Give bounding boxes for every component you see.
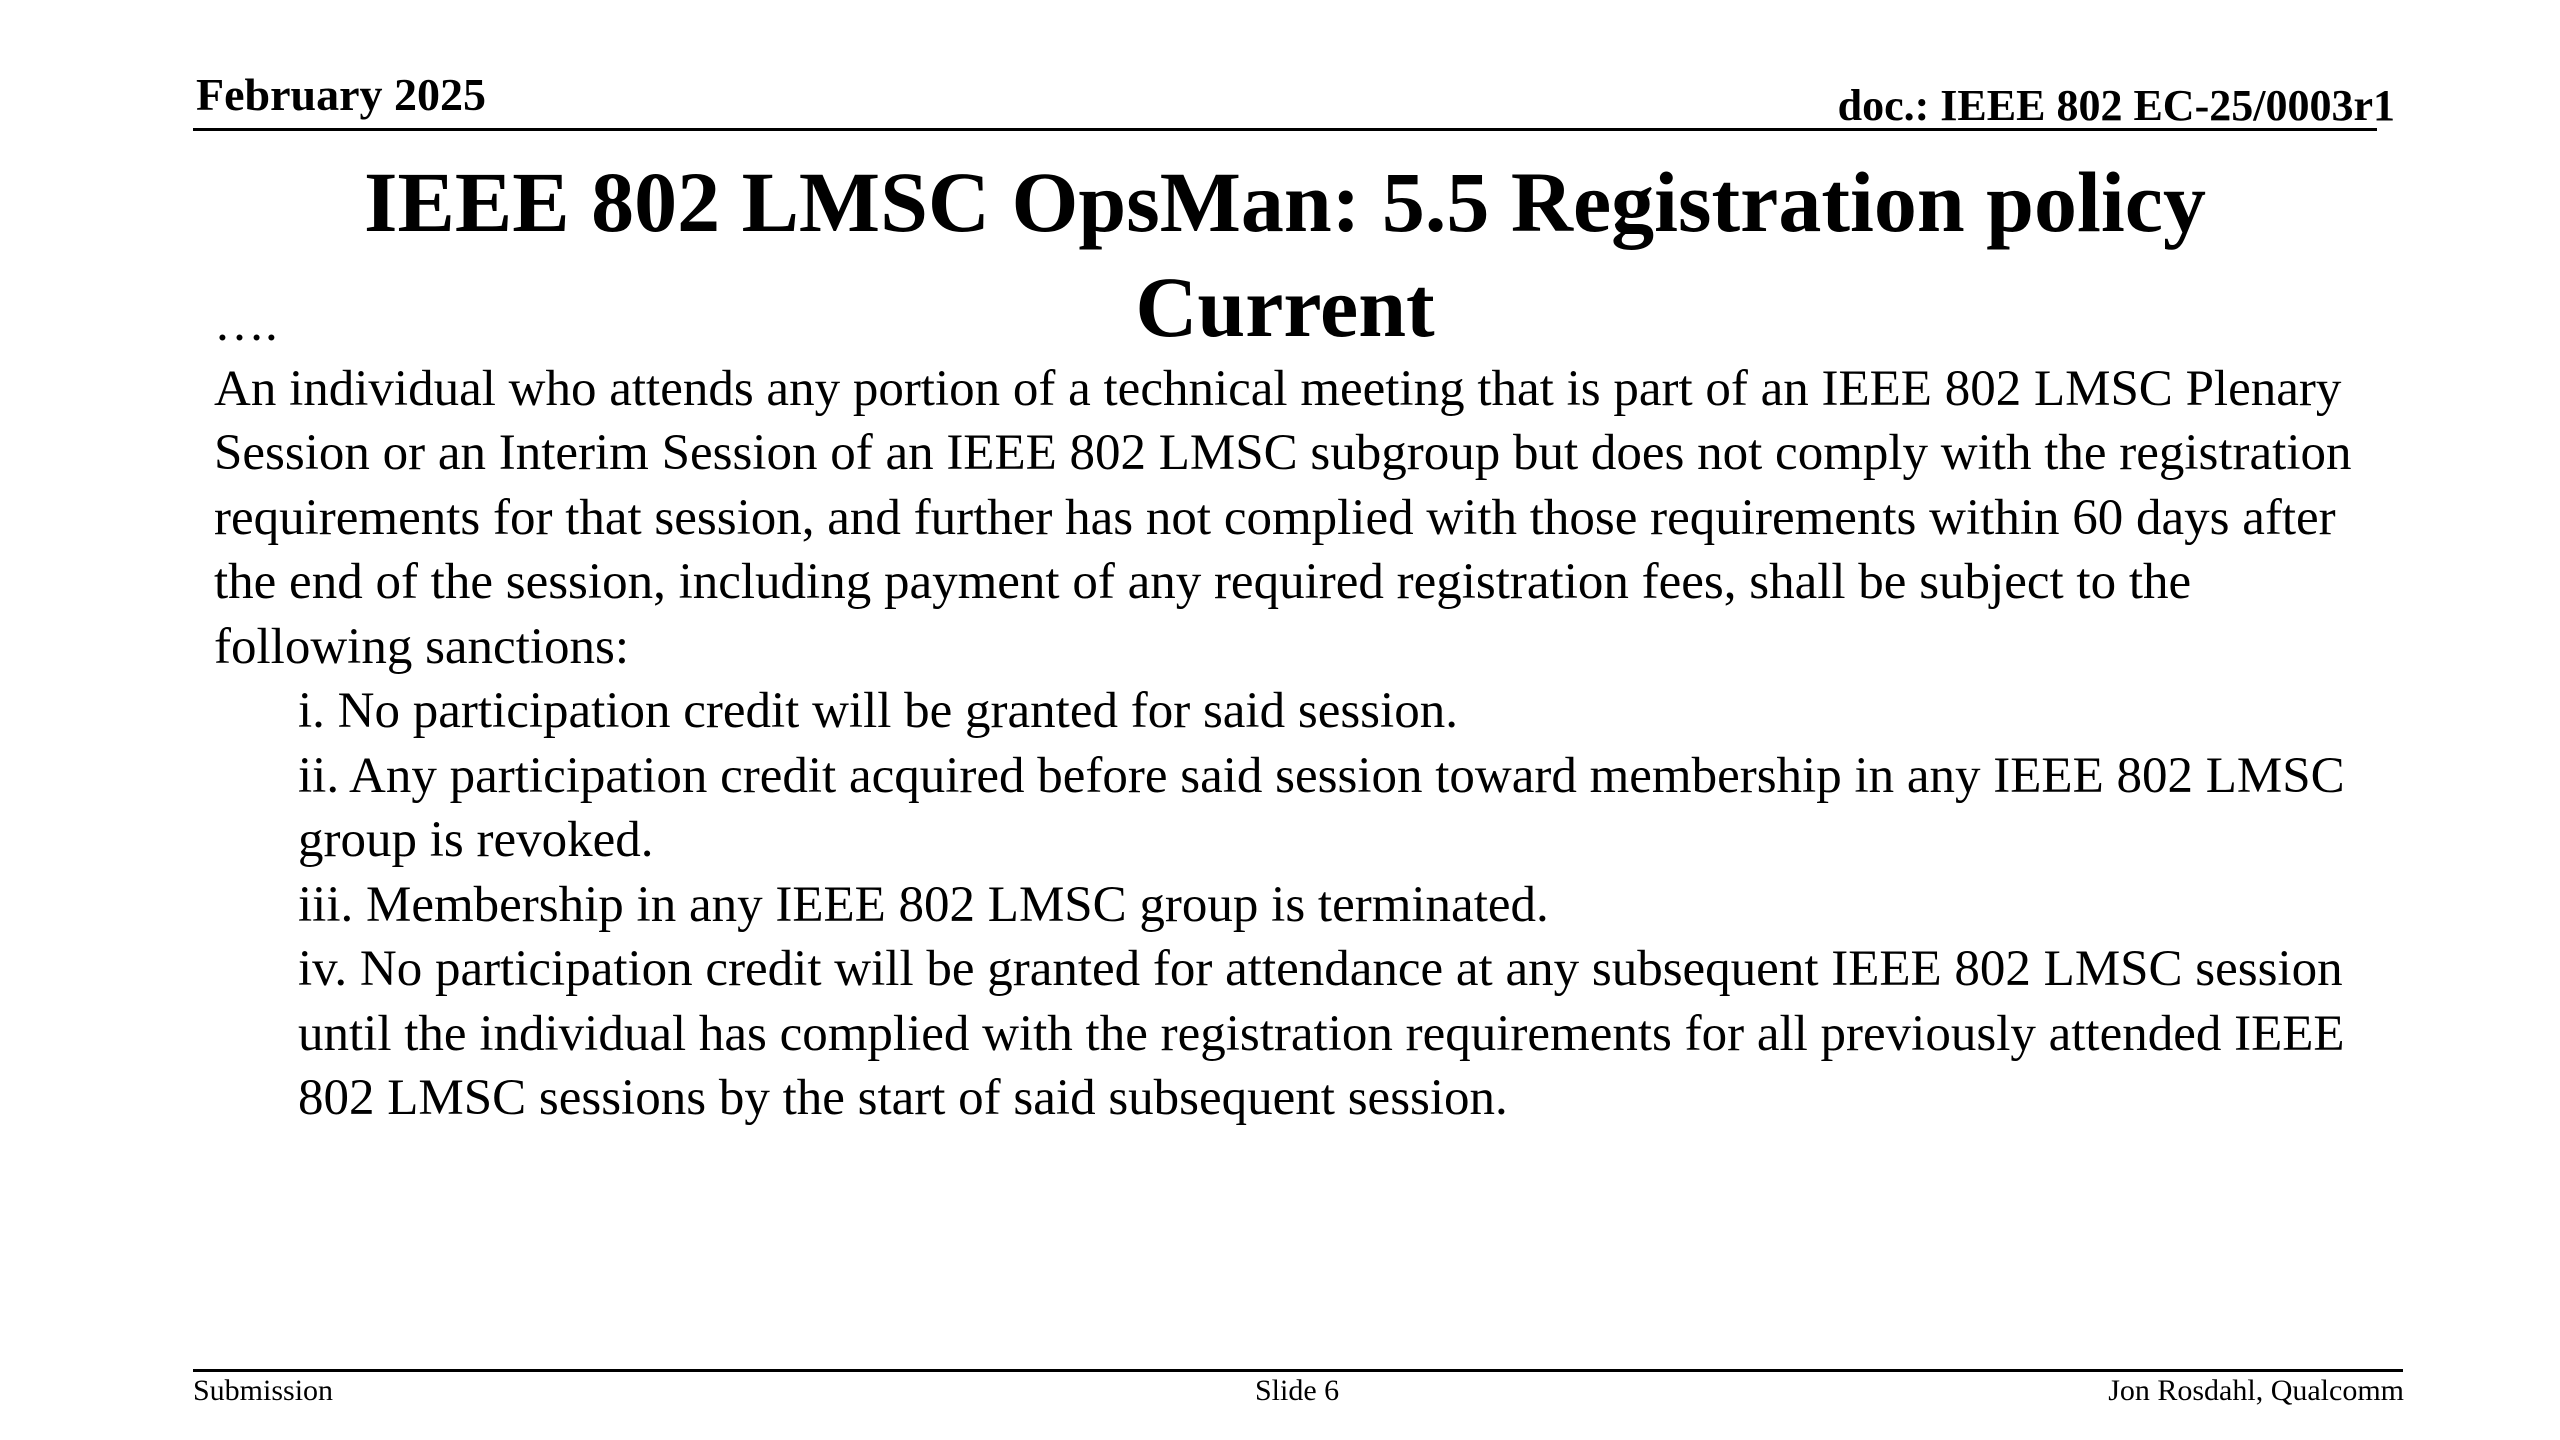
body-ellipsis: …. xyxy=(214,296,278,352)
footer-divider xyxy=(193,1369,2403,1372)
sanction-item-ii: ii. Any participation credit acquired before said session toward membership in any IEEE 802 LMSC group is revoked. xyxy=(298,747,2345,868)
header-doc-id: doc.: IEEE 802 EC-25/0003r1 xyxy=(1837,81,2395,130)
header-divider xyxy=(193,128,2377,131)
footer-slide-number: Slide 6 xyxy=(1255,1374,1340,1407)
sanction-item-iii: iii. Membership in any IEEE 802 LMSC group is terminated. xyxy=(298,876,1549,933)
slide-title-line-1: IEEE 802 LMSC OpsMan: 5.5 Registration policy xyxy=(364,154,2206,250)
sanction-item-iv: iv. No participation credit will be granted for attendance at any subsequent IEEE 802 LMSC session until the individual has complied with the registration requirements for all previously attended IEEE 802 LMSC sessions by the start of said subsequent session. xyxy=(298,941,2345,1126)
footer-submission: Submission xyxy=(193,1374,334,1407)
sanction-item-i: i. No participation credit will be granted for said session. xyxy=(298,683,1458,739)
slide-title-line-2: Current xyxy=(1135,259,1435,355)
footer-author: Jon Rosdahl, Qualcomm xyxy=(2108,1374,2404,1407)
slide-body xyxy=(214,292,2394,1131)
body-intro-paragraph: An individual who attends any portion of a technical meeting that is part of an IEEE 802 LMSC Plenary Session or an Interim Session of an IEEE 802 LMSC subgroup but does not comply with the registration requirements for that session, and further has not complied with those requirements within 60 days after the end of the session, including payment of any required registration fees, shall be subject to the following sanctions: xyxy=(214,360,2352,675)
header-date: February 2025 xyxy=(196,69,487,120)
